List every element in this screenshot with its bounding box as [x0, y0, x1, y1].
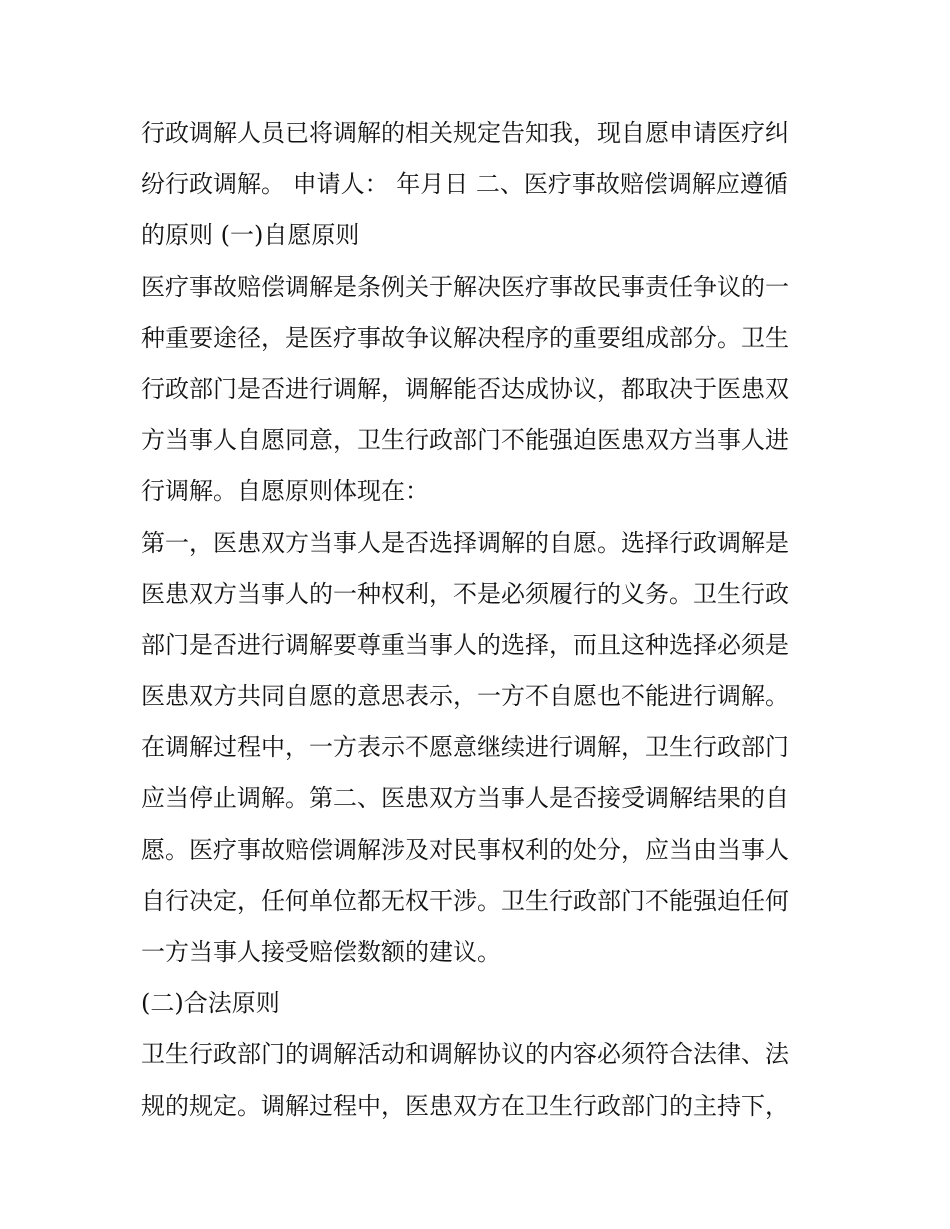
document-body — [141, 108, 813, 1132]
text-line: 自行决定，任何单位都无权干涉。卫生行政部门不能强迫任何 — [141, 886, 789, 915]
text-line: 医患双方共同自愿的意思表示，一方不自愿也不能进行调解。 — [141, 682, 789, 711]
text-line: 第一，医患双方当事人是否选择调解的自愿。选择行政调解是 — [141, 528, 789, 557]
text-line: 应当停止调解。第二、医患双方当事人是否接受调解结果的自 — [141, 784, 789, 813]
text-line: 行调解。自愿原则体现在： — [141, 477, 429, 506]
text-line: 规的规定。调解过程中，医患双方在卫生行政部门的主持下， — [141, 1091, 789, 1120]
text-line: 医疗事故赔偿调解是条例关于解决医疗事故民事责任争议的一 — [141, 272, 789, 301]
text-line: 行政调解人员已将调解的相关规定告知我，现自愿申请医疗纠 — [141, 119, 789, 147]
text-line: 愿。医疗事故赔偿调解涉及对民事权利的处分，应当由当事人 — [141, 835, 789, 864]
text-line: 医患双方当事人的一种权利，不是必须履行的义务。卫生行政 — [141, 579, 789, 608]
text-line: 种重要途径，是医疗事故争议解决程序的重要组成部分。卫生 — [141, 323, 789, 352]
text-line: 部门是否进行调解要尊重当事人的选择，而且这种选择必须是 — [141, 630, 789, 659]
section-heading: (二)合法原则 — [141, 989, 280, 1018]
text-line: 行政部门是否进行调解，调解能否达成协议，都取决于医患双 — [141, 374, 789, 403]
text-line: 纷行政调解。 申请人： 年月日 二、医疗事故赔偿调解应遵循 — [141, 170, 788, 199]
text-line: 方当事人自愿同意，卫生行政部门不能强迫医患双方当事人进 — [141, 426, 789, 455]
text-line: 一方当事人接受赔偿数额的建议。 — [141, 938, 501, 966]
text-line: 卫生行政部门的调解活动和调解协议的内容必须符合法律、法 — [141, 1040, 789, 1069]
section-heading: 的原则 (一)自愿原则 — [141, 221, 360, 250]
text-line: 在调解过程中，一方表示不愿意继续进行调解，卫生行政部门 — [141, 733, 789, 762]
